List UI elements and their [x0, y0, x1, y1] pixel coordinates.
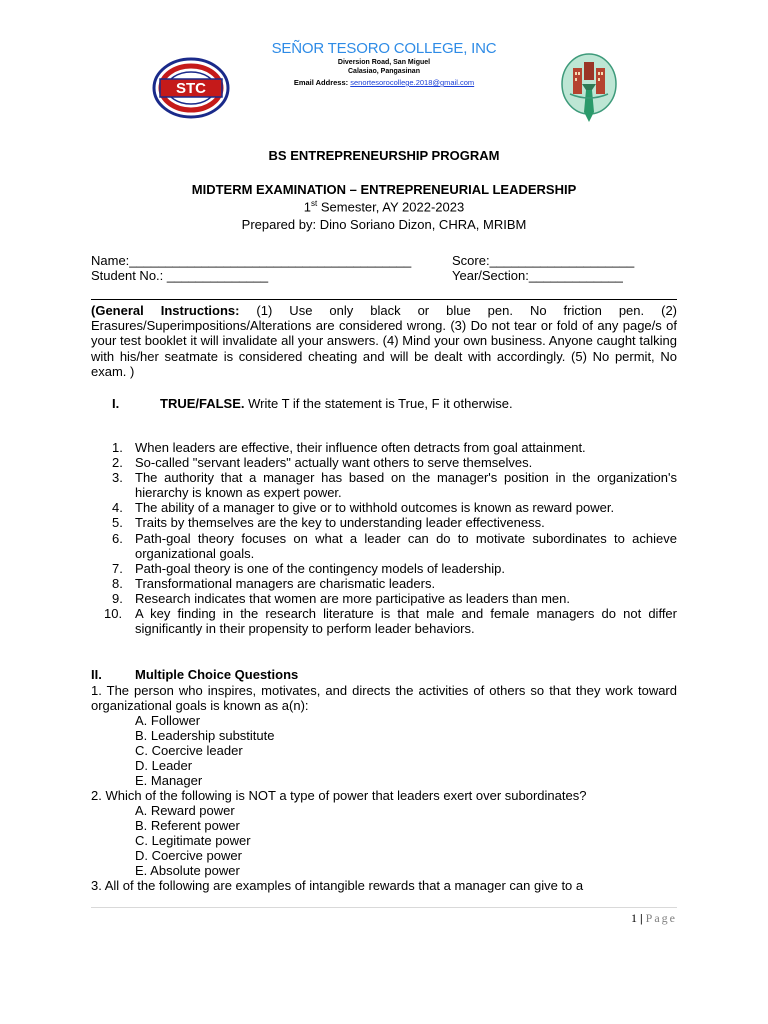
address-line-2: Calasiao, Pangasinan: [348, 68, 420, 75]
email-label: Email Address:: [293, 78, 349, 87]
item-text: So-called "servant leaders" actually want others to serve themselves.: [135, 455, 533, 471]
name-field[interactable]: Name:_______________________________________: [91, 253, 412, 268]
q1-option-b: B. Leadership substitute: [135, 728, 275, 743]
list-item: [91, 576, 677, 591]
college-seal-logo: [152, 57, 230, 119]
item-number: 1.: [112, 440, 123, 455]
footer-divider: [91, 907, 677, 908]
seal-text: STC: [176, 80, 206, 97]
true-false-list: [91, 440, 677, 636]
item-text: The ability of a manager to give or to withhold outcomes is known as reward power.: [135, 500, 615, 516]
part2-title: Multiple Choice Questions: [135, 667, 299, 682]
q2-option-d: D. Coercive power: [135, 848, 242, 863]
q1-option-c: C. Coercive leader: [135, 743, 243, 758]
item-text: Path-goal theory focuses on what a leader can do to motivate subordinates to achieve organizational goals.: [135, 530, 677, 561]
q2-option-e: E. Absolute power: [135, 863, 240, 878]
semester-text: Semester, AY 2022-2023: [317, 199, 465, 215]
q2-option-c: C. Legitimate power: [135, 833, 251, 848]
item-text: The authority that a manager has based on the manager's position in the organization's hierarchy is known as expert power.: [135, 470, 677, 501]
q1-option-d: D. Leader: [135, 758, 193, 773]
general-instructions: [91, 303, 677, 379]
item-number: 6.: [112, 530, 123, 546]
list-item: [91, 470, 677, 500]
question-1: 1. The person who inspires, motivates, and directs the activities of others so that they work toward organizational goals is known as a(n):: [91, 683, 677, 714]
item-text: A key finding in the research literature is that male and female managers do not differ significantly in their propensity to perform leader behaviors.: [135, 606, 677, 637]
part2-numeral: II.: [91, 667, 102, 682]
item-text: Transformational managers are charismatic leaders.: [135, 575, 436, 591]
item-number: 5.: [112, 515, 123, 531]
instructions-label: (General Instructions:: [91, 303, 240, 318]
email-line: [0, 78, 768, 87]
item-number: 7.: [112, 560, 123, 576]
score-field[interactable]: Score:____________________: [452, 253, 635, 268]
q1-option-e: E. Manager: [135, 773, 203, 788]
address-line-1: Diversion Road, San Miguel: [337, 59, 431, 66]
item-text: Path-goal theory is one of the contingency models of leadership.: [135, 560, 506, 576]
part1-title: TRUE/FALSE.: [160, 396, 245, 411]
item-text: Research indicates that women are more participative as leaders than men.: [135, 590, 570, 606]
page-footer: [631, 911, 677, 926]
q1-option-a: A. Follower: [135, 713, 201, 728]
part1-numeral: I.: [112, 396, 120, 411]
item-text: Traits by themselves are the key to understanding leader effectiveness.: [135, 515, 545, 531]
list-item: [91, 591, 677, 606]
q2-option-a: A. Reward power: [135, 803, 235, 818]
item-number: 2.: [112, 455, 123, 471]
question-2: 2. Which of the following is NOT a type of power that leaders exert over subordinates?: [91, 788, 587, 803]
list-item: [91, 440, 677, 455]
college-name: SEÑOR TESORO COLLEGE, INC: [271, 40, 497, 57]
page-number: 1: [631, 911, 638, 925]
list-item: [91, 561, 677, 576]
prepared-by: Prepared by: Dino Soriano Dizon, CHRA, MRIBM: [241, 217, 527, 232]
item-number: 3.: [112, 470, 123, 486]
student-no-field[interactable]: Student No.: ______________: [91, 268, 269, 283]
item-number: 10.: [104, 606, 123, 622]
list-item: [91, 531, 677, 561]
year-section-field[interactable]: Year/Section:_____________: [452, 268, 623, 283]
question-3: 3. All of the following are examples of intangible rewards that a manager can give to a: [91, 878, 584, 893]
list-item: [91, 515, 677, 530]
list-item: [91, 606, 677, 636]
part1-directions: Write T if the statement is True, F it otherwise.: [244, 396, 513, 411]
list-item: [91, 500, 677, 515]
item-number: 9.: [112, 590, 123, 606]
item-number: 4.: [112, 500, 123, 516]
q2-option-b: B. Referent power: [135, 818, 240, 833]
exam-title: MIDTERM EXAMINATION – ENTREPRENEURIAL LEADERSHIP: [191, 182, 577, 197]
list-item: [91, 455, 677, 470]
program-title: BS ENTREPRENEURSHIP PROGRAM: [268, 148, 500, 163]
semester-superscript: st: [311, 199, 318, 208]
page-label: Page: [645, 911, 677, 925]
page-separator: |: [640, 911, 643, 925]
item-text: When leaders are effective, their influence often detracts from goal attainment.: [135, 440, 586, 455]
semester-line: [0, 199, 768, 214]
part1-heading: [160, 396, 513, 411]
instructions-text: (1) Use only black or blue pen. No friction pen. (2) Erasures/Superimpositions/Alterations are considered wrong. (3) Do not tear or fold of any page/s of your test booklet it will invalidate all your answers. (4) Mind your own business. Anyone caught talking with his/her seatmate is considered cheating and will be dealt with accordingly. (5) No permit, No exam. ): [91, 303, 678, 379]
item-number: 8.: [112, 575, 123, 591]
divider: [91, 299, 677, 300]
semester-number: 1: [303, 199, 312, 215]
email-link[interactable]: senortesorocollege.2018@gmail.com: [350, 78, 475, 87]
